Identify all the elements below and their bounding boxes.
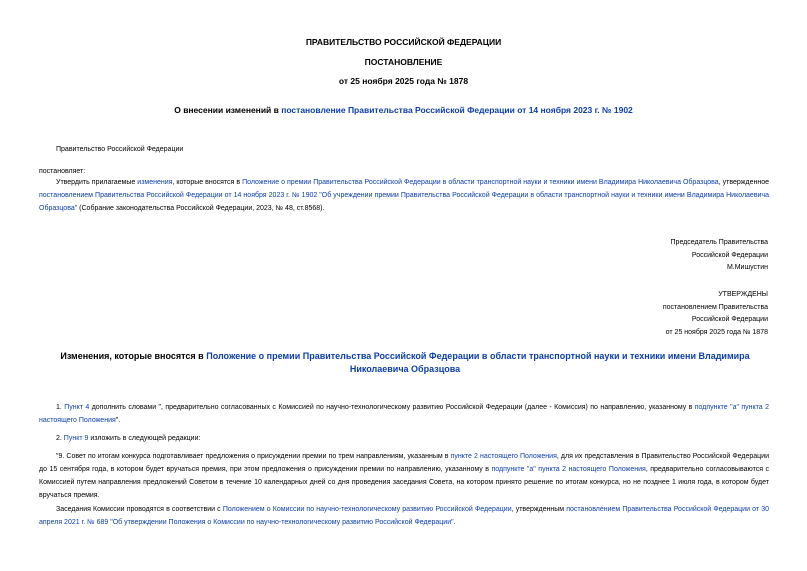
- approved-line-3: Российской Федерации: [691, 316, 768, 323]
- item3-link-subpoint[interactable]: подпункте "а" пункта 2 настоящего Положения: [491, 466, 646, 473]
- item-1: [39, 401, 769, 427]
- item4-text-3: .: [453, 519, 456, 526]
- item3-link-point2[interactable]: пункте 2 настоящего Положения: [450, 453, 557, 460]
- changes-title: [60, 350, 750, 376]
- doc-date-number: от 25 ноября 2025 года № 1878: [338, 76, 469, 86]
- item-2: [39, 432, 769, 445]
- p1-link-regulation[interactable]: Положение о премии Правительства Российской Федерации в области транспортной науки и техники имени Владимира Николаевича Образцова: [242, 179, 719, 186]
- item4-link-commission-regulation[interactable]: Положением о Комиссии по научно-технологическому развитию Российской Федерации: [222, 506, 512, 513]
- item4-text-1: Заседания Комиссии проводятся в соответствии с: [56, 506, 223, 513]
- item1-text-1: 1.: [56, 404, 65, 411]
- govt-line: Правительство Российской Федерации: [56, 146, 184, 153]
- title-link[interactable]: постановление Правительства Российской Федерации от 14 ноября 2023 г. № 1902: [281, 105, 633, 115]
- item2-link-point9[interactable]: Пункт 9: [63, 435, 89, 442]
- p1-text-3: , утвержденное: [718, 179, 769, 186]
- decides-line: постановляет:: [39, 168, 86, 175]
- p1-text-4: (Собрание законодательства Российской Федерации, 2023, № 48, ст.8568).: [77, 205, 325, 212]
- signature-line-3: М.Мишустин: [726, 264, 768, 271]
- approved-block: [663, 289, 768, 339]
- signature-line-1: Председатель Правительства: [670, 239, 768, 246]
- approved-line-2: постановлением Правительства: [662, 303, 768, 311]
- p1-link-changes[interactable]: изменения: [137, 179, 173, 186]
- item1-link-point4[interactable]: Пункт 4: [64, 404, 90, 411]
- item3-text-1: "9. Совет по итогам конкурса подготавливает предложения о присуждении премии по трем направлениям, указанным в: [56, 453, 451, 460]
- changes-title-prefix: Изменения, которые вносятся в: [60, 351, 207, 361]
- paragraph-approve: [39, 176, 769, 215]
- item1-link-subpoint[interactable]: подпункте "а" пункта 2 настоящего Положения: [39, 404, 769, 424]
- doc-type-heading: ПОСТАНОВЛЕНИЕ: [364, 57, 443, 67]
- item3-text-2: , для их представления в Правительство Российской Федерации до 15 сентября года, в котором будет вручаться премия, при этом предложения о присуждении премии по направлению, указанному в: [39, 453, 769, 473]
- item4-text-2: , утвержденным: [511, 506, 567, 513]
- approved-line-1: УТВЕРЖДЕНЫ: [718, 291, 768, 298]
- item1-text-3: ".: [115, 417, 121, 424]
- p1-link-decree[interactable]: постановлением Правительства Российской Федерации от 14 ноября 2023 г. № 1902 "Об учреждении премии Правительства Российской Федерации в области транспортной науки и техники имени Владимира Николаевича Образцова": [39, 192, 769, 212]
- commission-paragraph: [39, 503, 769, 529]
- signature-block: [671, 237, 768, 275]
- document-title: [0, 104, 807, 117]
- p1-text-2: , которые вносятся в: [172, 179, 243, 186]
- approved-line-4: от 25 ноября 2025 года № 1878: [665, 328, 768, 336]
- item1-text-2: дополнить словами ", предварительно согласованных с Комиссией по научно-технологическому развитию Российской Федерации (далее - Комиссия) по направлению, указанному в: [89, 404, 695, 411]
- changes-title-link[interactable]: Положение о премии Правительства Российской Федерации в области транспортной науки и техники имени Владимира Николаевича Образцова: [206, 351, 750, 374]
- item2-text-2: изложить в следующей редакции:: [88, 435, 201, 442]
- government-heading: ПРАВИТЕЛЬСТВО РОССИЙСКОЙ ФЕДЕРАЦИИ: [305, 37, 502, 47]
- item2-text-1: 2.: [56, 435, 64, 442]
- title-prefix: О внесении изменений в: [174, 105, 282, 115]
- p1-text-1: Утвердить прилагаемые: [56, 179, 138, 186]
- item-9-text: [39, 450, 769, 502]
- item3-text-3: , предварительно согласовываются с Комиссией путем направления предложений Советом в течение 10 календарных дней со дня проведения заседания Совета, на котором принято решение по итогам конкурса, но не позднее 1 июля года, в котором будет вручаться премия.: [39, 466, 769, 499]
- item4-link-decree-689[interactable]: постановлением Правительства Российской Федерации от 30 апреля 2021 г. № 689 "Об утверждении Положения о Комиссии по научно-технологическому развитию Российской Федерации": [39, 506, 770, 526]
- signature-line-2: Российской Федерации: [691, 251, 768, 259]
